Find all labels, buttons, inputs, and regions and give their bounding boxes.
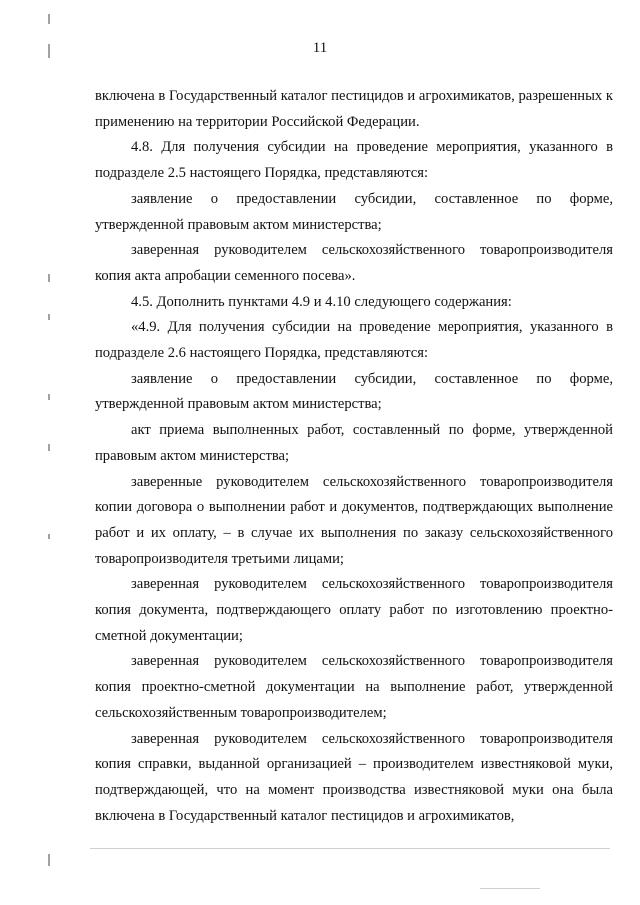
scan-speck <box>48 14 50 24</box>
paragraph: 4.8. Для получения субсидии на проведение мероприятия, указанного в подразделе 2.5 настоящего Порядка, представляются: <box>95 139 613 182</box>
scan-smudge-line <box>480 888 540 889</box>
scan-margin-artifacts <box>48 14 54 894</box>
scan-speck <box>48 274 50 282</box>
paragraph: заверенная руководителем сельскохозяйственного товаропроизводителя копия акта апробации семенного посева». <box>95 242 613 284</box>
paragraph: заверенная руководителем сельскохозяйственного товаропроизводителя копия проектно-сметной документации на выполнение работ, утвержденной сельскохозяйственным товаропроизводителем; <box>95 653 613 721</box>
paragraph: включена в Государственный каталог пестицидов и агрохимикатов, разрешенных к применению на территории Российской Федерации. <box>95 88 613 130</box>
scan-smudge-line <box>90 848 610 849</box>
scan-speck <box>48 314 50 320</box>
paragraph: 4.5. Дополнить пунктами 4.9 и 4.10 следующего содержания: <box>131 293 512 310</box>
paragraph: заявление о предоставлении субсидии, составленное по форме, утвержденной правовым актом министерства; <box>95 370 613 413</box>
document-body <box>95 84 613 829</box>
paragraph: заверенные руководителем сельскохозяйственного товаропроизводителя копии договора о выполнении работ и документов, подтверждающих выполнение работ и их оплату, – в случае их выполнения по заказу сельскохозяйственного товаропроизводителя третьими лицами; <box>95 473 613 567</box>
paragraph: заверенная руководителем сельскохозяйственного товаропроизводителя копия справки, выданной организацией – производителем известняковой муки, подтверждающей, что на момент производства известняковой муки она была включена в Государственный каталог пестицидов и агрохимикатов, <box>95 730 613 824</box>
paragraph: заявление о предоставлении субсидии, составленное по форме, утвержденной правовым актом министерства; <box>95 190 613 233</box>
paragraph: «4.9. Для получения субсидии на проведение мероприятия, указанного в подразделе 2.6 настоящего Порядка, представляются: <box>95 319 613 362</box>
scan-speck <box>48 534 50 539</box>
scan-speck <box>48 854 50 866</box>
page-number: 11 <box>312 40 328 56</box>
scan-speck <box>48 394 50 400</box>
scan-speck <box>48 444 50 451</box>
paragraph: акт приема выполненных работ, составленный по форме, утвержденной правовым актом министерства; <box>95 422 613 464</box>
paragraph: заверенная руководителем сельскохозяйственного товаропроизводителя копия документа, подтверждающего оплату работ по изготовлению проектно-сметной документации; <box>95 576 613 644</box>
